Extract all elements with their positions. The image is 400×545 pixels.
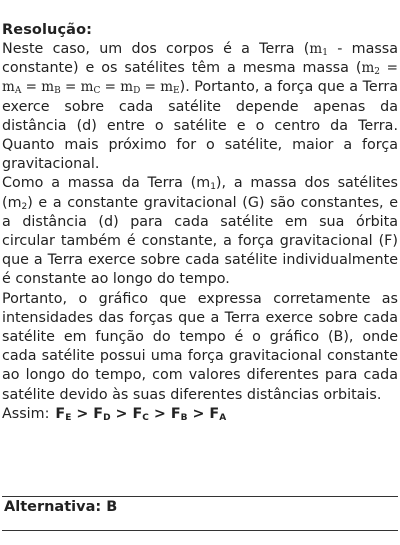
force-relation xyxy=(55,406,226,422)
mass-operator: = xyxy=(100,79,121,96)
mass-term: $m_A$ xyxy=(2,79,22,97)
paragraph-graph-b: Portanto, o gráfico que expressa corretamente as intensidades das forças que a Terra exerce sobre cada satélite em função do tempo é o gráfico (B), onde cada satélite possui uma força gravitacional constante ao longo do tempo, com valores diferentes para cada satélite devido às suas diferentes distâncias orbitais. xyxy=(2,290,398,403)
solution-body xyxy=(2,40,398,424)
subscript: 2 xyxy=(21,201,28,212)
mass-operator: = xyxy=(60,79,81,96)
paragraph-text: Neste caso, um dos corpos é a Terra ( xyxy=(2,41,310,57)
force-term: $F_E$ xyxy=(55,405,72,423)
mass-operator: = xyxy=(140,79,161,96)
force-term: $F_B$ xyxy=(170,405,188,423)
force-operator: > xyxy=(110,405,133,422)
force-operator: > xyxy=(148,405,171,422)
mass-term: $m_D$ xyxy=(120,79,141,97)
paragraph-text: ). Portanto, a força que a Terra exerce sobre cada satélite depende apenas da distância (d) entre o satélite e o centro da Terra. Quanto mais próximo for o satélite, maior a força gravitacional. xyxy=(2,79,398,173)
mass-operator: = xyxy=(21,79,42,96)
paragraph-text: Como a massa da Terra (m xyxy=(2,175,211,192)
paragraph-text: ), a massa dos satélites (m xyxy=(2,175,398,211)
mass-term: $m_C$ xyxy=(80,79,101,97)
paragraph-conclusion xyxy=(2,405,398,424)
mass-term: $m_2$ xyxy=(361,60,380,78)
paragraph-constants xyxy=(2,174,398,289)
earth-mass-symbol: $m_1$ xyxy=(309,41,328,58)
force-operator: > xyxy=(187,405,210,422)
paragraph-text: ) e a constante gravitacional (G) são constantes, e a distância (d) para cada satélite em sua órbita circular também é constante, a força gravitacional (F) que a Terra exerce sobre cada satélite individualmente é constante ao longo do tempo. xyxy=(2,194,398,288)
mass-operator: = xyxy=(379,60,398,77)
paragraph-earth-satellites xyxy=(2,40,398,174)
mass-term: $m_B$ xyxy=(41,79,61,97)
force-operator: > xyxy=(71,405,94,422)
conclusion-lead: Assim: xyxy=(2,405,50,422)
force-term: $F_C$ xyxy=(132,405,149,423)
divider-bottom xyxy=(2,530,398,531)
solution-heading: Resolução: xyxy=(2,22,93,38)
force-term: $F_D$ xyxy=(93,405,111,423)
subscript: 1 xyxy=(210,182,216,193)
answer-label: Alternativa: B xyxy=(4,499,118,515)
divider-top xyxy=(2,496,398,497)
mass-term: $m_E$ xyxy=(160,79,180,97)
paragraph-text: - massa constante) e os satélites têm a mesma massa ( xyxy=(2,41,398,77)
force-term: $F_A$ xyxy=(209,405,227,423)
